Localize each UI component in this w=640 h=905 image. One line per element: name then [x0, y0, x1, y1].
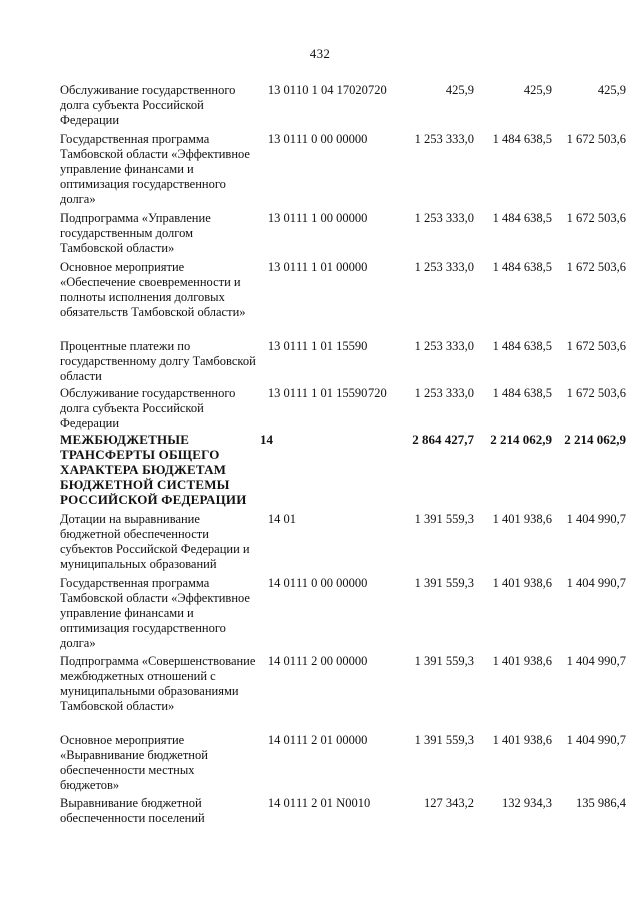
target-article-code: 11 2 01 N0010 — [296, 796, 371, 810]
amount-year-3: 1 404 990,7 — [566, 512, 626, 526]
budget-table-body — [60, 83, 626, 828]
item-name: Дотации на выравнивание бюджетной обеспеченности субъектов Российской Федерации и муниципальных образований — [60, 512, 250, 571]
section-code: 14 01 — [267, 796, 296, 810]
expense-type-code — [368, 733, 394, 796]
table-row — [60, 432, 626, 512]
target-article-code: 11 1 01 15590 — [296, 386, 368, 400]
expense-type-code — [368, 796, 394, 828]
section-code: 13 01 — [267, 260, 296, 274]
section-code: 14 01 — [267, 733, 296, 747]
amount-year-3: 1 672 503,6 — [566, 386, 626, 400]
item-name: Государственная программа Тамбовской области «Эффективное управление финансами и оптимизация государственного долга» — [60, 576, 250, 650]
section-code: 14 — [260, 432, 273, 447]
amount-year-3: 1 672 503,6 — [566, 339, 626, 353]
amount-year-2: 1 484 638,5 — [492, 386, 552, 400]
item-name: Подпрограмма «Совершенствование межбюджетных отношений с муниципальными образованиями Тамбовской области» — [60, 654, 256, 713]
amount-year-1: 1 253 333,0 — [414, 339, 474, 353]
section-code: 14 01 — [267, 654, 296, 668]
target-article-code: 11 1 01 15590 — [296, 339, 368, 353]
amount-year-2: 1 484 638,5 — [492, 339, 552, 353]
expense-type-code — [368, 654, 394, 733]
expense-type-code: 720 — [368, 83, 387, 97]
amount-year-1: 2 864 427,7 — [412, 432, 474, 447]
target-article-code: 11 1 00 00000 — [296, 211, 368, 225]
expense-type-code: 720 — [368, 386, 387, 400]
target-article-code — [296, 432, 368, 512]
amount-year-3: 1 672 503,6 — [566, 211, 626, 225]
table-row — [60, 654, 626, 733]
target-article-code: 11 0 00 00000 — [296, 576, 368, 590]
amount-year-1: 1 253 333,0 — [414, 132, 474, 146]
item-name: Выравнивание бюджетной обеспеченности поселений — [60, 796, 205, 825]
table-row — [60, 576, 626, 654]
amount-year-2: 1 401 938,6 — [492, 576, 552, 590]
target-article-code — [296, 512, 368, 576]
amount-year-2: 425,9 — [523, 83, 552, 97]
section-code: 14 01 — [267, 576, 296, 590]
budget-table — [60, 83, 626, 828]
amount-year-3: 425,9 — [597, 83, 626, 97]
target-article-code: 10 1 04 17020 — [296, 83, 368, 97]
amount-year-2: 1 401 938,6 — [492, 733, 552, 747]
amount-year-3: 1 672 503,6 — [566, 260, 626, 274]
amount-year-3: 1 404 990,7 — [566, 733, 626, 747]
target-article-code: 11 1 01 00000 — [296, 260, 368, 274]
page-number: 432 — [309, 46, 331, 61]
table-row — [60, 386, 626, 432]
amount-year-3: 1 672 503,6 — [566, 132, 626, 146]
amount-year-1: 1 391 559,3 — [414, 512, 474, 526]
amount-year-2: 2 214 062,9 — [490, 432, 552, 447]
amount-year-2: 1 484 638,5 — [492, 260, 552, 274]
amount-year-1: 1 253 333,0 — [414, 386, 474, 400]
table-row — [60, 260, 626, 339]
amount-year-1: 127 343,2 — [424, 796, 474, 810]
table-row — [60, 512, 626, 576]
expense-type-code — [368, 260, 394, 339]
amount-year-1: 1 253 333,0 — [414, 260, 474, 274]
item-name: Процентные платежи по государственному долгу Тамбовской области — [60, 339, 256, 383]
section-code: 13 01 — [267, 211, 296, 225]
expense-type-code — [368, 432, 394, 512]
table-row — [60, 132, 626, 211]
item-name: Основное мероприятие «Обеспечение своевременности и полноты исполнения долговых обязательств Тамбовской области» — [60, 260, 246, 319]
amount-year-3: 1 404 990,7 — [566, 576, 626, 590]
expense-type-code — [368, 211, 394, 260]
target-article-code: 11 2 01 00000 — [296, 733, 368, 747]
expense-type-code — [368, 339, 394, 386]
amount-year-2: 1 484 638,5 — [492, 211, 552, 225]
amount-year-1: 425,9 — [445, 83, 474, 97]
amount-year-3: 1 404 990,7 — [566, 654, 626, 668]
table-row — [60, 83, 626, 132]
item-name: Обслуживание государственного долга субъекта Российской Федерации — [60, 83, 236, 127]
expense-type-code — [368, 576, 394, 654]
expense-type-code — [368, 132, 394, 211]
section-code: 14 01 — [267, 512, 296, 526]
target-article-code: 11 0 00 00000 — [296, 132, 368, 146]
section-code: 13 01 — [267, 132, 296, 146]
amount-year-2: 1 484 638,5 — [492, 132, 552, 146]
section-code: 13 01 — [267, 386, 296, 400]
amount-year-1: 1 391 559,3 — [414, 733, 474, 747]
amount-year-2: 1 401 938,6 — [492, 512, 552, 526]
table-row — [60, 733, 626, 796]
amount-year-1: 1 391 559,3 — [414, 654, 474, 668]
item-name: Обслуживание государственного долга субъекта Российской Федерации — [60, 386, 236, 430]
amount-year-3: 2 214 062,9 — [564, 432, 626, 447]
table-row — [60, 211, 626, 260]
expense-type-code — [368, 512, 394, 576]
amount-year-2: 1 401 938,6 — [492, 654, 552, 668]
section-code: 13 01 — [267, 83, 296, 97]
target-article-code: 11 2 00 00000 — [296, 654, 368, 668]
item-name: Основное мероприятие «Выравнивание бюджетной обеспеченности местных бюджетов» — [60, 733, 208, 792]
table-row — [60, 339, 626, 386]
item-name: МЕЖБЮДЖЕТНЫЕ ТРАНСФЕРТЫ ОБЩЕГО ХАРАКТЕРА БЮДЖЕТАМ БЮДЖЕТНОЙ СИСТЕМЫ РОССИЙСКОЙ ФЕДЕРАЦИИ — [60, 432, 247, 507]
amount-year-2: 132 934,3 — [502, 796, 552, 810]
amount-year-1: 1 253 333,0 — [414, 211, 474, 225]
table-row — [60, 796, 626, 828]
item-name: Государственная программа Тамбовской области «Эффективное управление финансами и оптимизация государственного долга» — [60, 132, 250, 206]
section-code: 13 01 — [267, 339, 296, 353]
item-name: Подпрограмма «Управление государственным долгом Тамбовской области» — [60, 211, 211, 255]
amount-year-3: 135 986,4 — [576, 796, 626, 810]
amount-year-1: 1 391 559,3 — [414, 576, 474, 590]
